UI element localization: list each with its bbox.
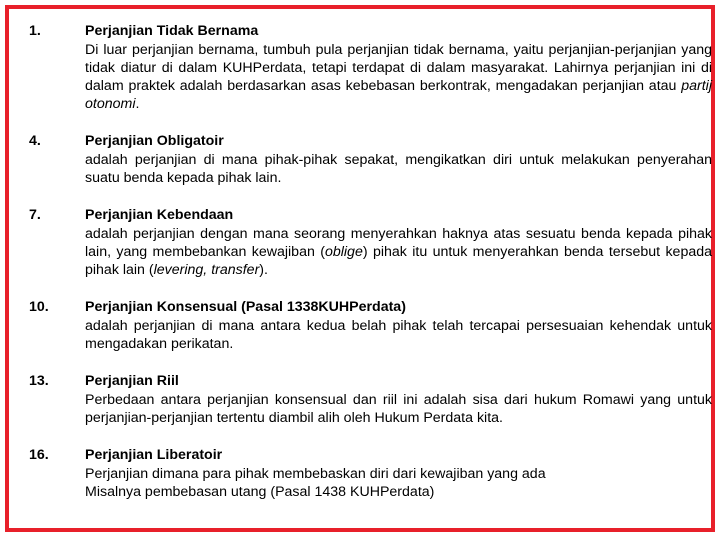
item-content [85, 298, 712, 353]
item-content [85, 206, 712, 279]
item-content [85, 446, 712, 501]
list-item [29, 132, 712, 187]
item-body-italic: oblige [324, 244, 363, 260]
item-number: 10. [29, 299, 49, 315]
red-border-frame [5, 5, 715, 532]
item-body-line: Misalnya pembebasan utang (Pasal 1438 KUHPerdata) [85, 484, 435, 500]
item-body-text: Di luar perjanjian bernama, tumbuh pula perjanjian tidak bernama, yaitu perjanjian-perjanjian yang tidak diatur di dalam KUHPerdata, tetapi terdapat di dalam masyarakat. Lahirnya perjanjian ini di dalam praktek adalah berdasarkan asas kebebasan berkontrak, mengadakan perjanjian atau [85, 42, 712, 94]
item-body [85, 465, 712, 501]
item-number: 1. [29, 23, 41, 39]
item-content [85, 132, 712, 187]
list-item [29, 22, 712, 113]
item-body [85, 41, 712, 113]
item-body: Perbedaan antara perjanjian konsensual dan riil ini adalah sisa dari hukum Romawi yang untuk perjanjian-perjanjian tertentu diambil alih oleh Hukum Perdata kita. [85, 392, 712, 426]
item-title: Perjanjian Tidak Bernama [85, 23, 259, 39]
item-body [85, 225, 712, 279]
item-number: 16. [29, 447, 49, 463]
item-content [85, 372, 712, 427]
item-body-text: adalah perjanjian dengan mana seorang menyerahkan haknya atas sesuatu benda kepada pihak lain, yang membebankan kewajiban ( [85, 226, 712, 260]
list-item [29, 446, 712, 501]
item-number: 4. [29, 133, 41, 149]
list-item [29, 372, 712, 427]
item-title: Perjanjian Konsensual (Pasal 1338KUHPerdata) [85, 299, 406, 315]
item-body-text-end: . [135, 96, 140, 112]
item-body-text-end: ). [259, 262, 268, 278]
item-body: adalah perjanjian di mana pihak-pihak sepakat, mengikatkan diri untuk melakukan penyerahan suatu benda kepada pihak lain. [85, 152, 712, 186]
item-body: adalah perjanjian di mana antara kedua belah pihak telah tercapai persesuaian kehendak untuk mengadakan perikatan. [85, 318, 712, 352]
item-body-italic: partij otonomi [85, 78, 712, 112]
item-title: Perjanjian Kebendaan [85, 207, 234, 223]
item-title: Perjanjian Liberatoir [85, 447, 223, 463]
item-body-text-mid: ) pihak itu untuk menyerahkan benda tersebut kepada pihak lain ( [85, 244, 713, 278]
item-title: Perjanjian Riil [85, 373, 179, 389]
item-title: Perjanjian Obligatoir [85, 133, 224, 149]
item-number: 13. [29, 373, 49, 389]
list-item [29, 298, 712, 353]
agreement-types-list [29, 22, 712, 501]
item-content [85, 22, 712, 113]
item-body-italic-2: levering, transfer [153, 262, 260, 278]
list-item [29, 206, 712, 279]
item-number: 7. [29, 207, 41, 223]
item-body-line: Perjanjian dimana para pihak membebaskan diri dari kewajiban yang ada [85, 466, 546, 482]
